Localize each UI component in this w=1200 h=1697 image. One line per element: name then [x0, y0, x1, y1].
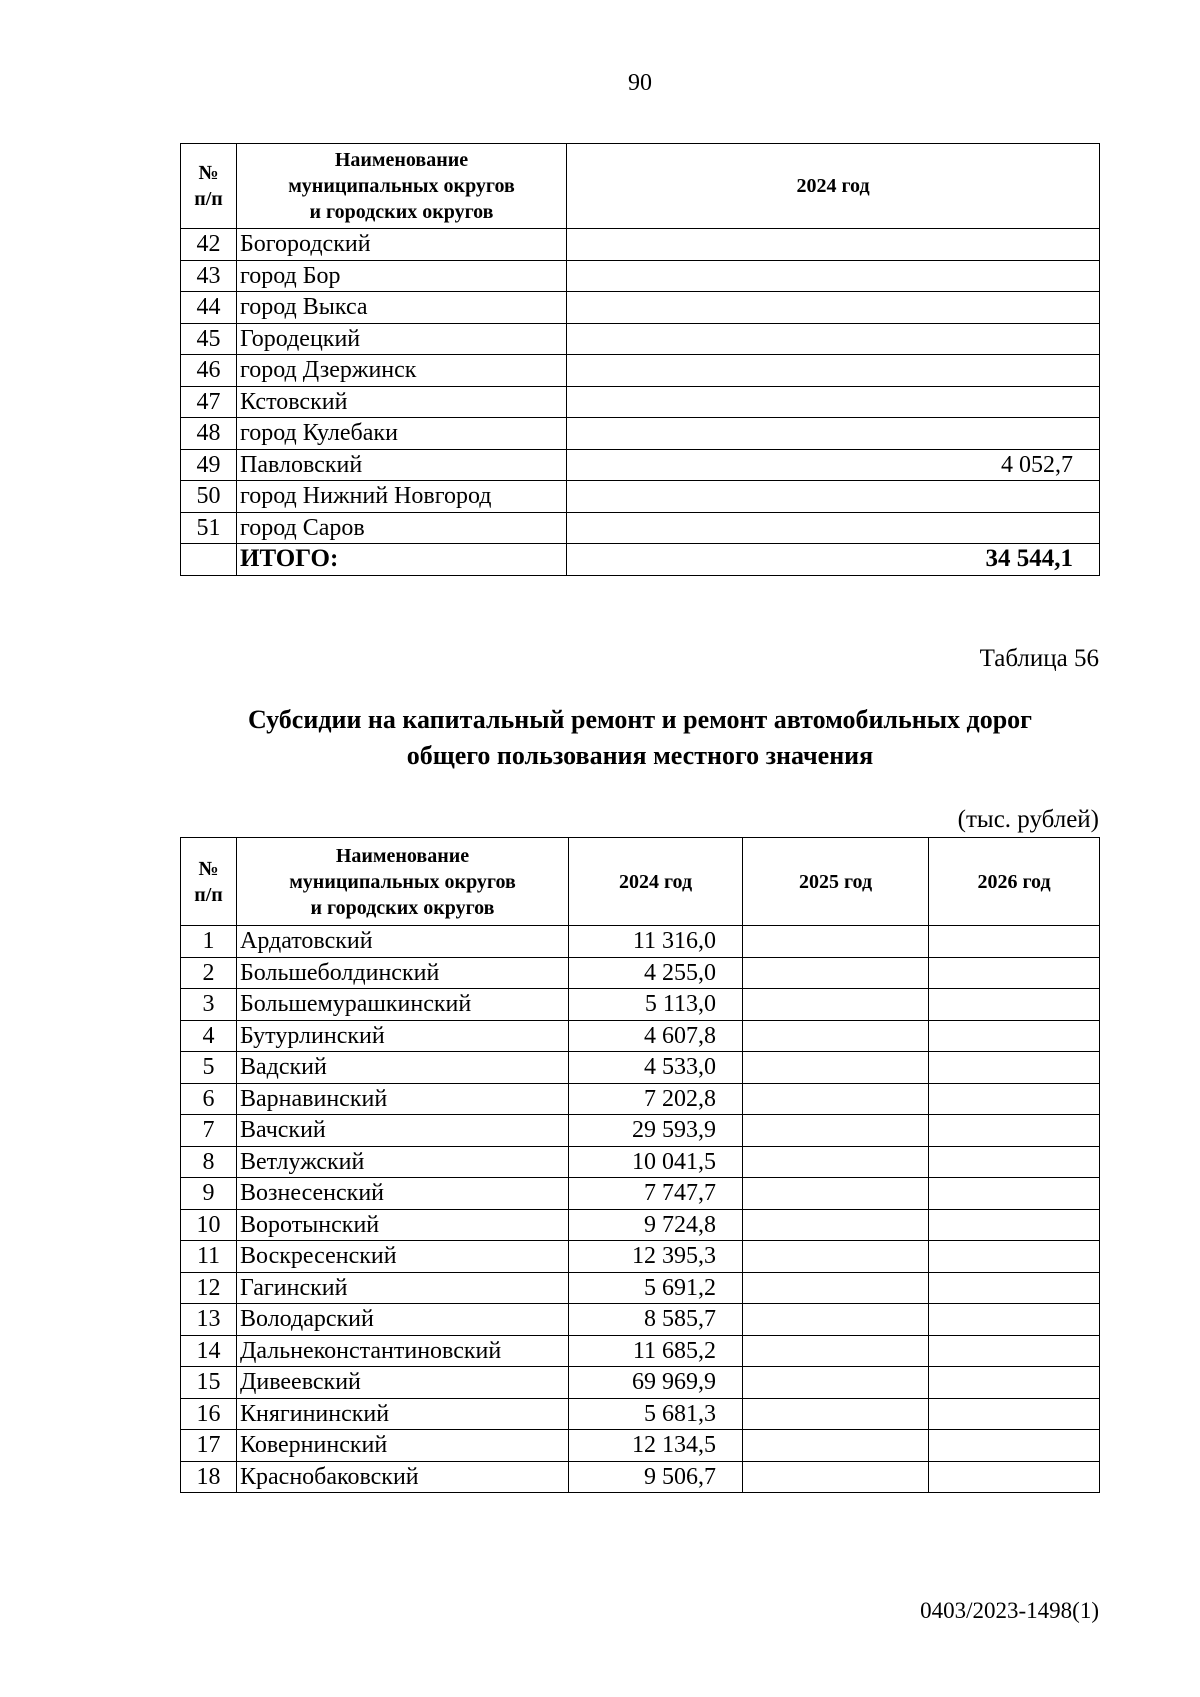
total-number-cell	[181, 544, 237, 576]
row-number: 15	[181, 1367, 237, 1399]
value-2024: 8 585,7	[569, 1304, 743, 1336]
district-name: город Нижний Новгород	[237, 481, 567, 513]
document-title	[0, 702, 1200, 774]
value-2024: 4 533,0	[569, 1052, 743, 1084]
district-name: Большеболдинский	[237, 957, 569, 989]
row-number: 18	[181, 1461, 237, 1493]
value-2025	[743, 1367, 929, 1399]
value-2026	[929, 1304, 1100, 1336]
district-name: Городецкий	[237, 323, 567, 355]
value-2025	[743, 1146, 929, 1178]
row-number: 44	[181, 292, 237, 324]
row-number: 50	[181, 481, 237, 513]
value-2024: 5 113,0	[569, 989, 743, 1021]
table-row	[181, 926, 1100, 958]
district-name: Большемурашкинский	[237, 989, 569, 1021]
district-name: город Дзержинск	[237, 355, 567, 387]
district-name: Дивеевский	[237, 1367, 569, 1399]
road-repair-subsidies-table	[180, 837, 1100, 1493]
row-number: 42	[181, 229, 237, 261]
row-number: 2	[181, 957, 237, 989]
value-2024	[567, 229, 1100, 261]
value-2024	[567, 418, 1100, 450]
district-name: Кстовский	[237, 386, 567, 418]
row-number: 1	[181, 926, 237, 958]
value-2024	[567, 512, 1100, 544]
value-2024	[567, 292, 1100, 324]
row-number: 16	[181, 1398, 237, 1430]
value-2025	[743, 1335, 929, 1367]
row-number: 43	[181, 260, 237, 292]
table-header-row	[181, 838, 1100, 926]
table-row	[181, 512, 1100, 544]
district-name: Воротынский	[237, 1209, 569, 1241]
value-2026	[929, 1461, 1100, 1493]
district-name: город Кулебаки	[237, 418, 567, 450]
table-row	[181, 1146, 1100, 1178]
district-name: Варнавинский	[237, 1083, 569, 1115]
district-name: город Саров	[237, 512, 567, 544]
value-2024: 5 681,3	[569, 1398, 743, 1430]
unit-note: (тыс. рублей)	[957, 806, 1099, 833]
row-number: 49	[181, 449, 237, 481]
table-row	[181, 1115, 1100, 1147]
value-2024: 29 593,9	[569, 1115, 743, 1147]
value-2026	[929, 1367, 1100, 1399]
district-name: Вадский	[237, 1052, 569, 1084]
value-2024: 7 202,8	[569, 1083, 743, 1115]
value-2024: 12 134,5	[569, 1430, 743, 1462]
district-name: Вознесенский	[237, 1178, 569, 1210]
header-name	[237, 144, 567, 229]
row-number: 13	[181, 1304, 237, 1336]
value-2025	[743, 1052, 929, 1084]
value-2026	[929, 1430, 1100, 1462]
value-2025	[743, 1304, 929, 1336]
row-number: 10	[181, 1209, 237, 1241]
value-2026	[929, 926, 1100, 958]
value-2026	[929, 1272, 1100, 1304]
value-2024: 4 607,8	[569, 1020, 743, 1052]
value-2025	[743, 1083, 929, 1115]
row-number: 47	[181, 386, 237, 418]
value-2025	[743, 1115, 929, 1147]
row-number: 3	[181, 989, 237, 1021]
value-2026	[929, 1020, 1100, 1052]
district-name: Воскресенский	[237, 1241, 569, 1273]
table-row	[181, 260, 1100, 292]
value-2024: 12 395,3	[569, 1241, 743, 1273]
header-number	[181, 838, 237, 926]
value-2025	[743, 1461, 929, 1493]
header-2024-text: 2024 год	[618, 870, 693, 893]
value-2024: 4 052,7	[567, 449, 1100, 481]
row-number: 11	[181, 1241, 237, 1273]
value-2025	[743, 1241, 929, 1273]
document-code: 0403/2023-1498(1)	[920, 1598, 1099, 1623]
header-2024	[569, 838, 743, 926]
value-2024: 9 506,7	[569, 1461, 743, 1493]
row-number: 7	[181, 1115, 237, 1147]
value-2026	[929, 1052, 1100, 1084]
district-name: Бутурлинский	[237, 1020, 569, 1052]
header-2025-text: 2025 год	[798, 870, 873, 893]
table-row	[181, 1272, 1100, 1304]
district-name: Гагинский	[237, 1272, 569, 1304]
table-row	[181, 1367, 1100, 1399]
table-row	[181, 481, 1100, 513]
row-number: 9	[181, 1178, 237, 1210]
value-2025	[743, 1272, 929, 1304]
header-2024	[567, 144, 1100, 229]
table-label: Таблица 56	[979, 645, 1099, 672]
row-number: 12	[181, 1272, 237, 1304]
value-2025	[743, 957, 929, 989]
district-name: Ардатовский	[237, 926, 569, 958]
value-2026	[929, 1398, 1100, 1430]
value-2024: 7 747,7	[569, 1178, 743, 1210]
table-row	[181, 323, 1100, 355]
table-row	[181, 229, 1100, 261]
value-2024	[567, 260, 1100, 292]
table-row	[181, 1052, 1100, 1084]
row-number: 6	[181, 1083, 237, 1115]
table-row	[181, 418, 1100, 450]
value-2025	[743, 989, 929, 1021]
row-number: 46	[181, 355, 237, 387]
table-row	[181, 1398, 1100, 1430]
row-number: 8	[181, 1146, 237, 1178]
value-2024: 4 255,0	[569, 957, 743, 989]
value-2026	[929, 989, 1100, 1021]
value-2024	[567, 481, 1100, 513]
header-2024-text: 2024 год	[796, 175, 870, 197]
row-number: 5	[181, 1052, 237, 1084]
table-row	[181, 1178, 1100, 1210]
header-number-text: № п/п	[194, 162, 223, 210]
total-value: 34 544,1	[567, 544, 1100, 576]
value-2026	[929, 957, 1100, 989]
table-row	[181, 449, 1100, 481]
row-number: 14	[181, 1335, 237, 1367]
table-row	[181, 292, 1100, 324]
table-row	[181, 1430, 1100, 1462]
value-2025	[743, 1209, 929, 1241]
header-number	[181, 144, 237, 229]
table-row	[181, 957, 1100, 989]
header-name-text: Наименование муниципальных округов и городских округов	[289, 844, 516, 919]
district-name: Краснобаковский	[237, 1461, 569, 1493]
table-row	[181, 989, 1100, 1021]
district-name: Володарский	[237, 1304, 569, 1336]
row-number: 48	[181, 418, 237, 450]
district-name: Княгининский	[237, 1398, 569, 1430]
district-name: Ковернинский	[237, 1430, 569, 1462]
value-2024: 11 316,0	[569, 926, 743, 958]
table-row	[181, 1083, 1100, 1115]
value-2026	[929, 1209, 1100, 1241]
district-name: Вачский	[237, 1115, 569, 1147]
value-2024	[567, 386, 1100, 418]
subsidies-table-continued	[180, 143, 1100, 576]
title-line-1: Субсидии на капитальный ремонт и ремонт автомобильных дорог	[248, 705, 1032, 734]
header-name	[237, 838, 569, 926]
district-name: Павловский	[237, 449, 567, 481]
table-header-row	[181, 144, 1100, 229]
title-line-2: общего пользования местного значения	[406, 741, 874, 770]
value-2024: 9 724,8	[569, 1209, 743, 1241]
row-number: 17	[181, 1430, 237, 1462]
value-2026	[929, 1178, 1100, 1210]
header-2026	[929, 838, 1100, 926]
value-2024: 69 969,9	[569, 1367, 743, 1399]
value-2024: 5 691,2	[569, 1272, 743, 1304]
value-2025	[743, 1178, 929, 1210]
value-2026	[929, 1335, 1100, 1367]
table-row	[181, 1209, 1100, 1241]
value-2024	[567, 323, 1100, 355]
header-number-text: № п/п	[194, 857, 223, 906]
value-2024	[567, 355, 1100, 387]
row-number: 51	[181, 512, 237, 544]
page-number: 90	[628, 70, 652, 96]
table-row	[181, 386, 1100, 418]
value-2025	[743, 926, 929, 958]
district-name: Дальнеконстантиновский	[237, 1335, 569, 1367]
table-row	[181, 1335, 1100, 1367]
table-row	[181, 1020, 1100, 1052]
row-number: 4	[181, 1020, 237, 1052]
table-row	[181, 355, 1100, 387]
district-name: Ветлужский	[237, 1146, 569, 1178]
value-2025	[743, 1398, 929, 1430]
table-row	[181, 1241, 1100, 1273]
district-name: город Бор	[237, 260, 567, 292]
value-2026	[929, 1146, 1100, 1178]
value-2024: 10 041,5	[569, 1146, 743, 1178]
value-2026	[929, 1083, 1100, 1115]
value-2025	[743, 1430, 929, 1462]
header-2025	[743, 838, 929, 926]
district-name: город Выкса	[237, 292, 567, 324]
header-name-text: Наименование муниципальных округов и городских округов	[288, 149, 515, 223]
value-2026	[929, 1241, 1100, 1273]
total-label: ИТОГО:	[237, 544, 567, 576]
value-2024: 11 685,2	[569, 1335, 743, 1367]
table-row	[181, 1461, 1100, 1493]
value-2025	[743, 1020, 929, 1052]
district-name: Богородский	[237, 229, 567, 261]
header-2026-text: 2026 год	[977, 870, 1051, 893]
total-row	[181, 544, 1100, 576]
table-row	[181, 1304, 1100, 1336]
row-number: 45	[181, 323, 237, 355]
value-2026	[929, 1115, 1100, 1147]
